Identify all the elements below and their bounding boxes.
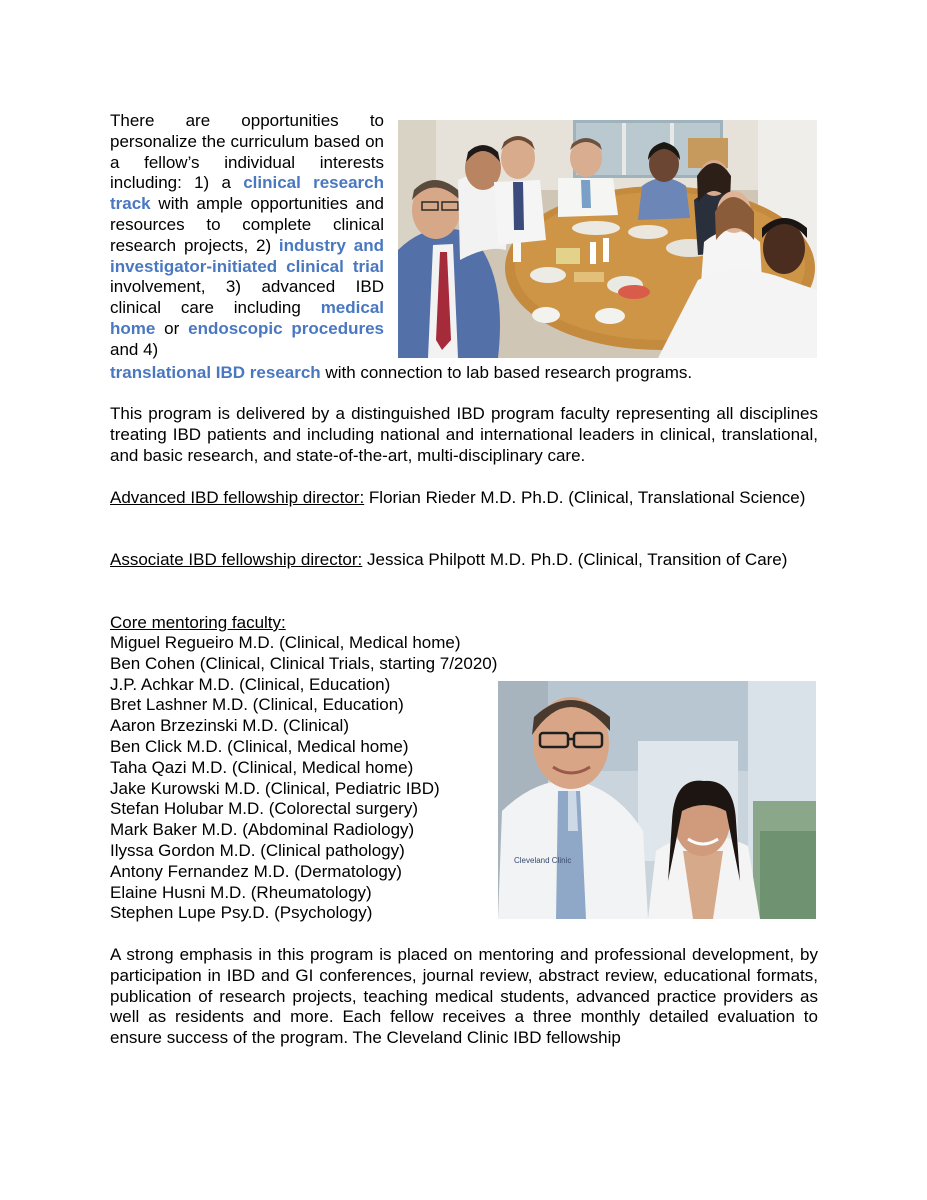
- director-label: Advanced IBD fellowship director:: [110, 488, 365, 507]
- coat-logo: Cleveland Clinic: [514, 856, 572, 865]
- faculty-member: Ben Click M.D. (Clinical, Medical home): [110, 736, 409, 756]
- text-segment: There are opportunities to personalize the curriculum based on a fellow’s individual interests including: 1) a: [110, 111, 384, 193]
- text-segment: or: [155, 318, 189, 338]
- faculty-list: [110, 633, 497, 924]
- faculty-intro-paragraph: This program is delivered by a distinguished IBD program faculty representing all disciplines treating IBD patients and including national and international leaders in clinical, translational, and basic research, and state-of-the-art, multi-disciplinary care.: [110, 404, 818, 465]
- associate-director-label: Associate IBD fellowship director:: [110, 550, 363, 569]
- faculty-member: Antony Fernandez M.D. (Dermatology): [110, 861, 402, 881]
- text-segment: involvement, 3) advanced IBD clinical care including: [110, 277, 384, 318]
- faculty-member: Ben Cohen (Clinical, Clinical Trials, starting 7/2020): [110, 653, 498, 673]
- faculty-member: Bret Lashner M.D. (Clinical, Education): [110, 695, 404, 715]
- highlight-clinical-research-track: clinical research track: [110, 173, 384, 214]
- faculty-member: Jake Kurowski M.D. (Clinical, Pediatric IBD): [110, 778, 440, 798]
- curriculum-paragraph-end: [110, 363, 818, 384]
- highlight-clinical-trial: industry and investigator-initiated clinical trial: [110, 235, 384, 276]
- director-name: Florian Rieder M.D. Ph.D. (Clinical, Translational Science): [364, 488, 806, 507]
- directors-photo: [498, 681, 816, 919]
- faculty-member: Taha Qazi M.D. (Clinical, Medical home): [110, 757, 414, 777]
- faculty-heading: [110, 613, 818, 634]
- faculty-member: Ilyssa Gordon M.D. (Clinical pathology): [110, 840, 405, 860]
- faculty-member: J.P. Achkar M.D. (Clinical, Education): [110, 674, 391, 694]
- highlight-endoscopic-procedures: endoscopic procedures: [188, 318, 385, 338]
- curriculum-paragraph: [110, 111, 384, 361]
- highlight-medical-home: medical home: [110, 298, 384, 338]
- text-segment: and 4): [110, 339, 159, 359]
- faculty-member: Aaron Brzezinski M.D. (Clinical): [110, 716, 349, 736]
- faculty-title: Core mentoring faculty:: [110, 613, 286, 632]
- faculty-member: Miguel Regueiro M.D. (Clinical, Medical home): [110, 633, 461, 652]
- faculty-member: Mark Baker M.D. (Abdominal Radiology): [110, 820, 415, 840]
- faculty-member: Stefan Holubar M.D. (Colorectal surgery): [110, 799, 419, 819]
- text-segment: with connection to lab based research programs.: [320, 363, 693, 382]
- mentoring-paragraph: A strong emphasis in this program is placed on mentoring and professional development, by participation in IBD and GI conferences, journal review, abstract review, educational formats, publication of research projects, teaching medical students, advanced practice providers as well as residents and more. Each fellow receives a three monthly detailed evaluation to ensure success of the program. The Cleveland Clinic IBD fellowship: [110, 945, 818, 1048]
- associate-director: [110, 550, 818, 571]
- text-segment: with ample opportunities and resources to complete clinical research projects, 2): [110, 194, 384, 255]
- faculty-member: Stephen Lupe Psy.D. (Psychology): [110, 903, 373, 923]
- team-meeting-photo: [398, 120, 817, 358]
- associate-director-name: Jessica Philpott M.D. Ph.D. (Clinical, Transition of Care): [362, 550, 788, 569]
- faculty-member: Elaine Husni M.D. (Rheumatology): [110, 882, 372, 902]
- fellowship-director: [110, 488, 818, 509]
- highlight-translational-research: translational IBD research: [110, 363, 321, 382]
